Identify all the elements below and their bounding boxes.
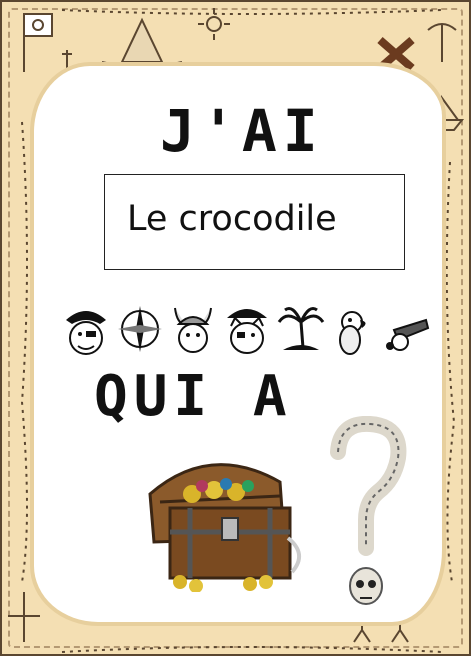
bone-question-mark-image <box>328 416 408 616</box>
parrot-icon <box>328 300 380 358</box>
card-heading: J'AI <box>160 97 324 165</box>
viking-icon <box>167 300 219 358</box>
palm-island-icon <box>275 300 327 358</box>
compass-rose-icon <box>114 300 166 358</box>
treasure-chest-image <box>130 442 310 592</box>
pirate-captain-icon <box>60 300 112 358</box>
card-subheading: QUI A <box>94 364 293 429</box>
pirate-cat-icon <box>221 300 273 358</box>
pirate-icon-strip <box>60 296 434 362</box>
word-box <box>104 174 405 270</box>
word-label: Le crocodile <box>127 199 337 239</box>
cannon-icon <box>382 300 434 358</box>
